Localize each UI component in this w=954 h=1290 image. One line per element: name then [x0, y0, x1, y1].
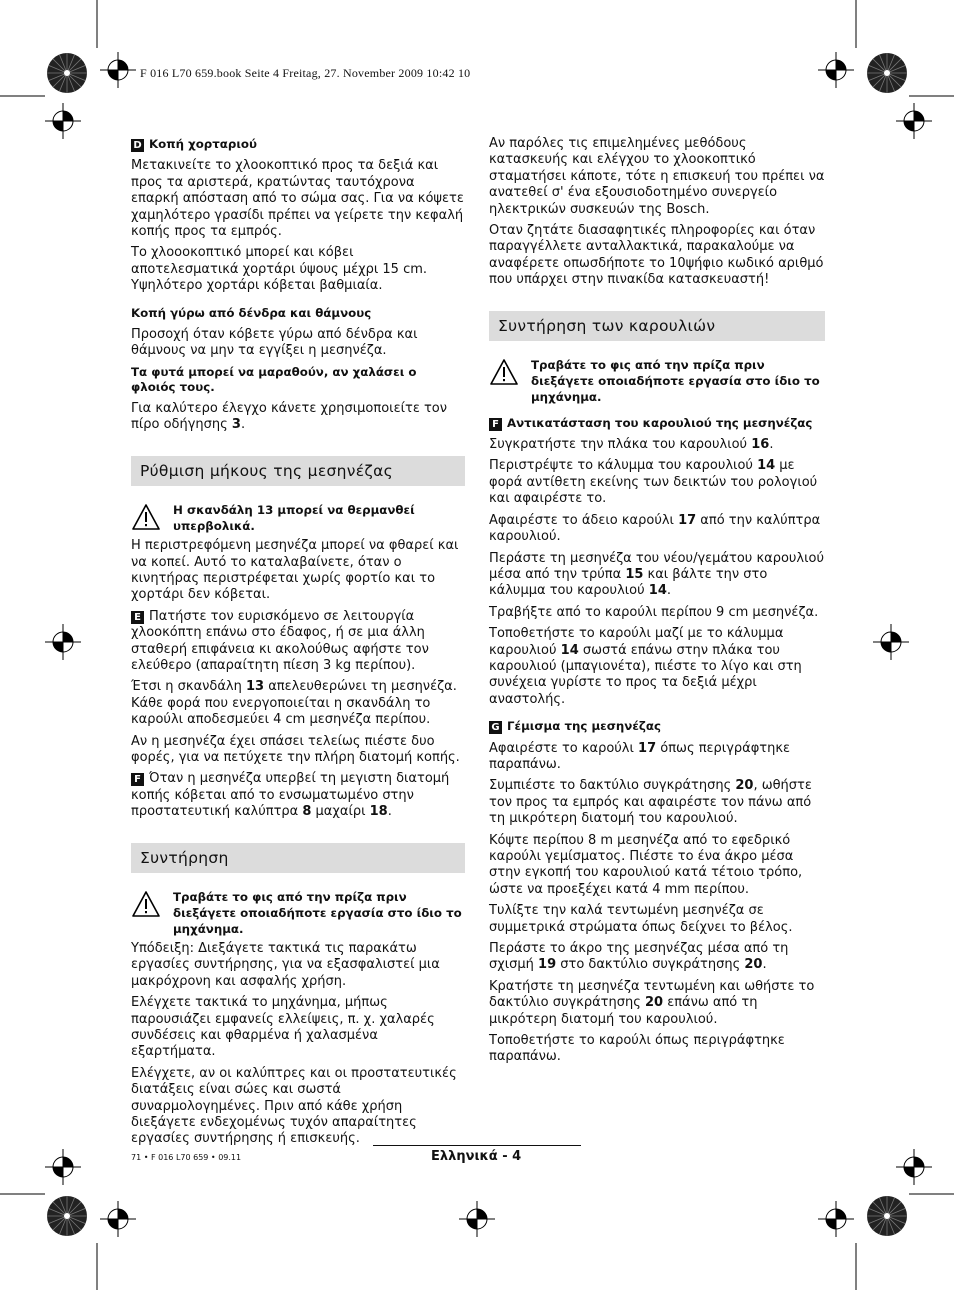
subheading-grass-cutting: D Κοπή χορταριού — [131, 136, 465, 152]
paragraph: Το χλοοοκοπτικό μπορεί και κόβει αποτελεσματικά χορτάρι ύψους μέχρι 15 cm. Υψηλότερο χορτάρι κόβεται βαθμιαία. — [131, 245, 428, 294]
paragraph: E Πατήστε τον ευρισκόμενο σε λειτουργία χλοοκόπτη επάνω στο έδαφος, ή σε μια άλλη σταθερή επιφάνεια κι ακολούθως αφήστε τον ελεύθερο (απαραίτητη πίεση 3 kg περίπου). — [131, 608, 429, 673]
warning-triangle-icon — [489, 358, 519, 386]
left-column — [131, 136, 465, 1153]
warning-block — [131, 502, 465, 534]
paragraph: Τοποθετήστε το καρούλι όπως περιγράφτηκε παραπάνω. — [489, 1033, 785, 1065]
paragraph: Αφαιρέστε το καρούλι 17 όπως περιγράφτηκε παραπάνω. — [489, 740, 791, 772]
warning-block — [131, 889, 465, 937]
paragraph: Έτσι η σκανδάλη 13 απελευθερώνει τη μεσηνέζα. Κάθε φορά που ενεργοποιείται η σκανδάλη το καρούλι αποδεσμεύει 4 cm μεσηνέζα περίπου. — [131, 679, 457, 728]
section-title-line-length: Ρύθμιση μήκους της μεσηνέζας — [131, 456, 465, 486]
subheading-spool-replace: F Αντικατάσταση του καρουλιού της μεσηνέζας — [489, 415, 825, 431]
paragraph: Ελέγχετε τακτικά το μηχάνημα, μήπως παρουσιάζει εμφανείς ελλείψεις, π. χ. χαλαρές συνδέσεις και φθαρμένα ή χαλασμένα εξαρτήματα. — [131, 995, 435, 1060]
paragraph: Υπόδειξη: Διεξάγετε τακτικά τις παρακάτω εργασίες συντήρησης, για να εξασφαλιστεί μια μακρόχρονη και ασφαλής χρήση. — [131, 941, 440, 989]
paragraph: Τραβήξτε από το καρούλι περίπου 9 cm μεσηνέζα. — [489, 604, 819, 620]
warning-block — [489, 357, 825, 405]
subheading-trees: Κοπή γύρω από δένδρα και θάμνους — [131, 305, 372, 320]
paragraph: Οταν ζητάτε διασαφητικές πληροφορίες και όταν παραγγέλλετε ανταλλακτικά, παρακαλούμε να αναφέρετε οπωσδήποτε το 10ψήφιο κωδικό αριθμό που υπάρχει στην πινακίδα κατασκευαστή! — [489, 223, 824, 288]
warning-text: Τραβάτε το φις από την πρίζα πριν διεξάγετε οποιαδήποτε εργασία στο ίδιο το μηχάνημα. — [173, 890, 462, 936]
page-number: Ελληνικά - 4 — [431, 1149, 522, 1164]
warning-triangle-icon — [131, 890, 161, 918]
right-column — [489, 136, 825, 1071]
figure-label-f: F — [131, 773, 144, 786]
paragraph: Τοποθετήστε το καρούλι μαζί με το κάλυμμα καρουλιού 14 σωστά επάνω στην πλάκα του καρουλιού (μπαγιονέτα), πιέστε το λίγο και στη συνέχεια γυρίστε το προς τα δεξιά μέχρι αναστολής. — [489, 626, 802, 707]
paragraph: F Όταν η μεσηνέζα υπερβεί τη μεγιστη διατομή κοπής κόβεται από το ενσωματωμένο στην προστατευτική καλύπτρα 8 μαχαίρι 18. — [131, 771, 450, 820]
paragraph: Συμπιέστε το δακτύλιο συγκράτησης 20, ωθήστε τον προς τα εμπρός και αφαιρέστε τον πάνω από τη μικρότερη διατομή του καρουλιού. — [489, 778, 812, 827]
figure-label-d: D — [131, 139, 144, 152]
figure-label-g: G — [489, 721, 502, 734]
footer-print-code: 71 • F 016 L70 659 • 09.11 — [131, 1153, 242, 1162]
paragraph: Ελέγχετε, αν οι καλύπτρες και οι προστατευτικές διατάξεις είναι σώες και σωστά συναρμολογημένες. Πριν από κάθε χρήση διεξάγετε ενδεχομένως τυχόν απαραίτητες εργασίες συντήρησης ή επισκευής. — [131, 1065, 457, 1147]
print-header: F 016 L70 659.book Seite 4 Freitag, 27. November 2009 10:42 10 — [140, 66, 471, 80]
warning-triangle-icon — [131, 503, 161, 531]
paragraph: Κρατήστε τη μεσηνέζα τεντωμένη και ωθήστε το δακτύλιο συγκράτησης 20 επάνω από τη μικρότερη διατομή του καρουλιού. — [489, 978, 815, 1027]
paragraph: Κόψτε περίπου 8 m μεσηνέζα από το εφεδρικό καρούλι γεμίσματος. Πιέστε το ένα άκρο μέσα στην εγκοπή του καρουλιού κατά τέτοιο τρόπο, ώστε να προεξέχει κατά 4 mm περίπου. — [489, 832, 803, 897]
paragraph: Για καλύτερο έλεγχο κάνετε χρησιμοποιείτε τον πίρο οδήγησης 3. — [131, 400, 448, 433]
paragraph: Προσοχή όταν κόβετε γύρω από δένδρα και θάμνους να μην τα εγγίξει η μεσηνέζα. — [131, 327, 418, 359]
bold-note: Τα φυτά μπορεί να μαραθούν, αν χαλάσει ο φλοιός τους. — [131, 364, 417, 394]
warning-text: Τραβάτε το φις από την πρίζα πριν διεξάγετε οποιαδήποτε εργασία στο ίδιο το μηχάνημα. — [531, 358, 820, 405]
paragraph: Συγκρατήστε την πλάκα του καρουλιού 16. — [489, 437, 774, 453]
footer-rule — [373, 1145, 581, 1146]
section-title-spool-maintenance: Συντήρηση των καρουλιών — [489, 311, 825, 341]
figure-label-f: F — [489, 418, 502, 431]
paragraph: Περάστε το άκρο της μεσηνέζας μέσα από τη σχισμή 19 στο δακτύλιο συγκράτησης 20. — [489, 941, 789, 973]
section-title-maintenance: Συντήρηση — [131, 843, 465, 873]
paragraph: Μετακινείτε το χλοοκοπτικό προς τα δεξιά και προς τα αριστερά, κρατώντας ταυτόχρονα επαρκή απόσταση από το σώμα σας. Για να κόψετε χαμηλότερο γρασίδι πρέπει να γείρετε την κεφαλή κοπής προς τα εμπρός. — [131, 158, 464, 240]
paragraph: Περάστε τη μεσηνέζα του νέου/γεμάτου καρουλιού μέσα από την τρύπα 15 και βάλτε την στο κάλυμμα του καρουλιού 14. — [489, 550, 824, 599]
paragraph: Περιστρέψτε το κάλυμμα του καρουλιού 14 με φορά αντίθετη εκείνης των δεικτών του ρολογιού και αφαιρέστε το. — [489, 458, 818, 507]
warning-text: Η σκανδάλη 13 μπορεί να θερμανθεί υπερβολικά. — [173, 503, 415, 534]
paragraph: Αφαιρέστε το άδειο καρούλι 17 από την καλύπτρα καρουλιού. — [489, 512, 821, 545]
paragraph: Τυλίξτε την καλά τεντωμένη μεσηνέζα σε συμμετρικά στρώματα όπως δείχνει το βέλος. — [489, 903, 793, 935]
subheading-line-refill: G Γέμισμα της μεσηνέζας — [489, 718, 825, 734]
paragraph: Η περιστρεφόμενη μεσηνέζα μπορεί να φθαρεί και να κοπεί. Αυτό το καταλαβαίνετε, όταν ο κινητήρας περιστρέφεται χωρίς φορτίο και το χορτάρι δεν κόβεται. — [131, 538, 459, 603]
figure-label-e: E — [131, 611, 144, 624]
paragraph: Αν παρόλες τις επιμελημένες μεθόδους κατασκευής και ελέγχου το χλοοκοπτικό σταματήσει κάποτε, τότε η επισκευή του πρέπει να ανατεθεί σ' ένα εξουσιοδοτημένο συνεργείο ηλεκτρικών συσκευών της Bosch. — [489, 136, 825, 217]
paragraph: Αν η μεσηνέζα έχει σπάσει τελείως πιέστε δυο φορές, για να πετύχετε την πλήρη διατομή κοπής. — [131, 733, 460, 765]
